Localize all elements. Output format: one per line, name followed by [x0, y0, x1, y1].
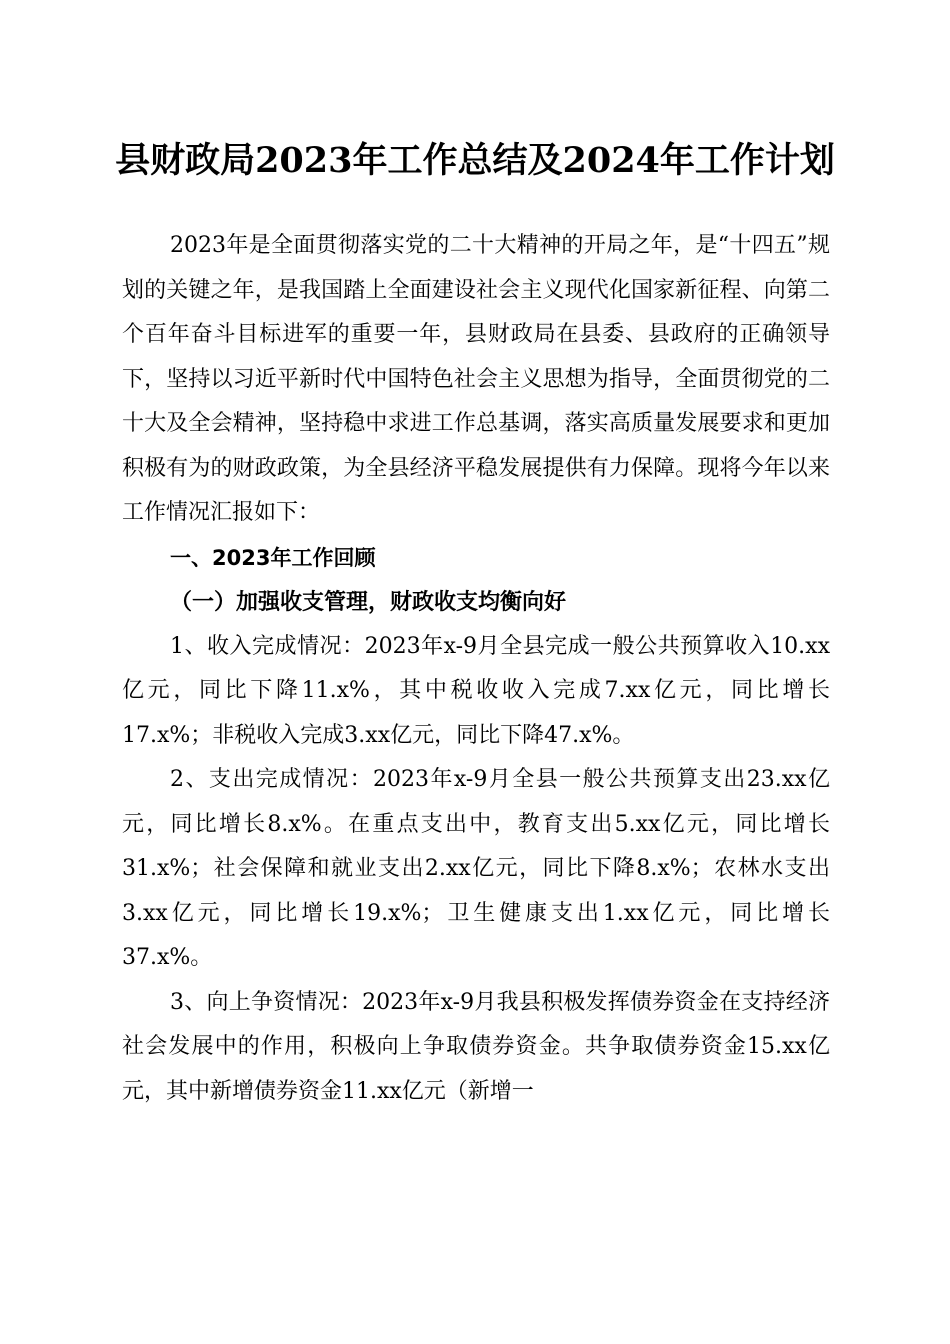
intro-paragraph: 2023年是全面贯彻落实党的二十大精神的开局之年，是“十四五”规划的关键之年，是我国踏上全面建设社会主义现代化国家新征程、向第二个百年奋斗目标进军的重要一年，县财政局在县委、县政府的正确领导下，坚持以习近平新时代中国特色社会主义思想为指导，全面贯彻党的二十大及全会精神，坚持稳中求进工作总基调，落实高质量发展要求和更加积极有为的财政政策，为全县经济平稳发展提供有力保障。现将今年以来工作情况汇报如下： [122, 233, 830, 525]
expenditure-paragraph: 2、支出完成情况：2023年x-9月全县一般公共预算支出23.xx亿元，同比增长8.x%。在重点支出中，教育支出5.xx亿元，同比增长31.x%；社会保障和就业支出2.xx亿元，同比下降8.x%；农林水支出3.xx亿元，同比增长19.x%；卫生健康支出1.xx亿元，同比增长37.x%。 [122, 767, 830, 970]
income-paragraph: 1、收入完成情况：2023年x-9月全县完成一般公共预算收入10.xx亿元，同比下降11.x%，其中税收收入完成7.xx亿元，同比增长17.x%；非税收入完成3.xx亿元，同比下降47.x%。 [122, 633, 830, 748]
section-heading-1: 一、2023年工作回顾 [170, 545, 376, 570]
subsection-heading-1: （一）加强收支管理，财政收支均衡向好 [170, 589, 567, 615]
document-title: 县财政局2023年工作总结及2024年工作计划 [115, 140, 835, 181]
document-body [122, 224, 830, 1114]
funding-paragraph: 3、向上争资情况：2023年x-9月我县积极发挥债券资金在支持经济社会发展中的作用，积极向上争取债券资金。共争取债券资金15.xx亿元，其中新增债券资金11.xx亿元（新增一 [122, 989, 830, 1104]
